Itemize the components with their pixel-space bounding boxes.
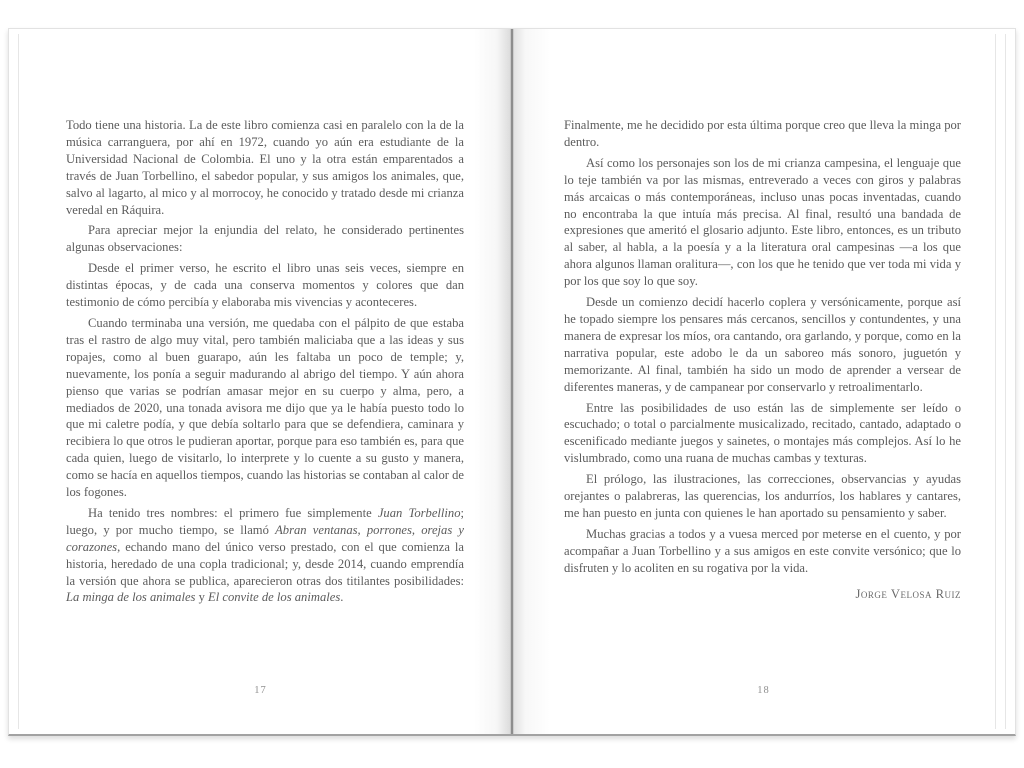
paragraph: Entre las posibilidades de uso están las de simplemente ser leído o escuchado; o total o parcialmente musicalizado, recitado, cantado, adaptado o escenificado mediante juegos y sainetes, o montajes más complejos. Así lo he vislumbrado, como una ruana de muchas cambas y texturas. bbox=[564, 400, 961, 466]
page-edge-line bbox=[995, 34, 996, 729]
paragraph: Así como los personajes son los de mi crianza campesina, el lenguaje que lo teje también va por las mismas, entreverado a veces con giros y palabras más arcaicas o más contemporáneas, incluso unas pocas inventadas, cuando no encontraba la que intuía más precisa. Al final, resultó una bandada de expresiones que ameritó el glosario adjunto. Este libro, entonces, es un tributo al saber, al habla, a la poesía y a la literatura oral campesinas —a los que ahora algunos llaman oralitura—, con los que he tenido que ver toda mi vida y por los que soy lo que soy. bbox=[564, 155, 961, 289]
paragraph: Cuando terminaba una versión, me quedaba con el pálpito de que estaba tras el rastro de algo muy vital, pero también maliciaba que a las ideas y sus ropajes, como al buen guarapo, aún les faltaba un poco de temple; y, nuevamente, los ponía a seguir madurando al abrigo del tiempo. Y aún ahora pienso que varias se podrían amasar mejor en su cuerpo y alma, pero, a mediados de 2020, una tonada avisora me dijo que ya le había puesto todo lo que mi caletre podía, y que debía soltarlo para que se defendiera, caminara y recibiera lo que otros le pudieran aportar, porque para eso también es, para que cada quien, luego de visitarlo, lo interprete y lo cuente a su gusto y manera, como se hacía en aquellos tiempos, cuando las historias se contaban al calor de los fogones. bbox=[66, 315, 464, 500]
paragraph: Desde el primer verso, he escrito el libro unas seis veces, siempre en distintas épocas, y de cada una conserva momentos y colores que dan testimonio de cómo percibía y elaboraba mis vivencias y aconteceres. bbox=[66, 261, 464, 310]
page-left bbox=[9, 29, 512, 734]
page-edge-line bbox=[18, 34, 19, 729]
book-spread bbox=[8, 28, 1016, 736]
paragraph: Desde un comienzo decidí hacerlo coplera y versónicamente, porque así he topado siempre los pensares más cercanos, sencillos y contundentes, y una manera de expresar los míos, ora cantando, ora garlando, y porque, como en la narrativa popular, este adobo le da un saboreo más sonoro, juguetón y memorizante. Al final, también ha sido un modo de aprender a versear de diferentes maneras, y de campanear por conservarlo y retroalimentarlo. bbox=[564, 295, 961, 394]
page-edge-line bbox=[1005, 34, 1006, 729]
page-number-right: 18 bbox=[757, 685, 770, 696]
page-right-text bbox=[564, 117, 961, 602]
paragraph: Para apreciar mejor la enjundia del relato, he considerado pertinentes algunas observaciones: bbox=[66, 223, 464, 255]
page-left-text bbox=[66, 117, 464, 610]
paragraph: Todo tiene una historia. La de este libro comienza casi en paralelo con la de la música carranguera, por ahí en 1972, cuando yo aún era estudiante de la Universidad Nacional de Colombia. El uno y la otra están emparentados a través de Juan Torbellino, el sabedor popular, y sus amigos los animales, que, salvo al lagarto, al mico y al morrocoy, he conocido y tratado desde mi crianza veredal en Ráquira. bbox=[66, 118, 464, 217]
paragraph: Finalmente, me he decidido por esta última porque creo que lleva la minga por dentro. bbox=[564, 118, 961, 149]
paragraph: El prólogo, las ilustraciones, las correcciones, observancias y ayudas orejantes o palabreras, las querencias, los andurríos, los hablares y cantares, me han puesto en junta con quienes le han aportado su pensamiento y saber. bbox=[564, 472, 961, 520]
page-number-left: 17 bbox=[254, 685, 267, 696]
author-signature: Jorge Velosa Ruiz bbox=[855, 586, 961, 601]
paragraph: Muchas gracias a todos y a vuesa merced por meterse en el cuento, y por acompañar a Juan Torbellino y a sus amigos en este convite versónico; que lo disfruten y lo acoliten en su rogativa por la vida. bbox=[564, 526, 961, 575]
paragraph: Ha tenido tres nombres: el primero fue simplemente Juan Torbellino; luego, y por mucho tiempo, se llamó Abran ventanas, porrones, orejas y corazones, echando mano del único verso prestado, con el que comienza la historia, heredado de una copla tradicional; y, desde 2014, cuando emprendía la versión que ahora se publica, aparecieron otras dos titilantes posibilidades: La minga de los animales y El convite de los animales. bbox=[66, 505, 465, 605]
page-right bbox=[512, 29, 1015, 734]
